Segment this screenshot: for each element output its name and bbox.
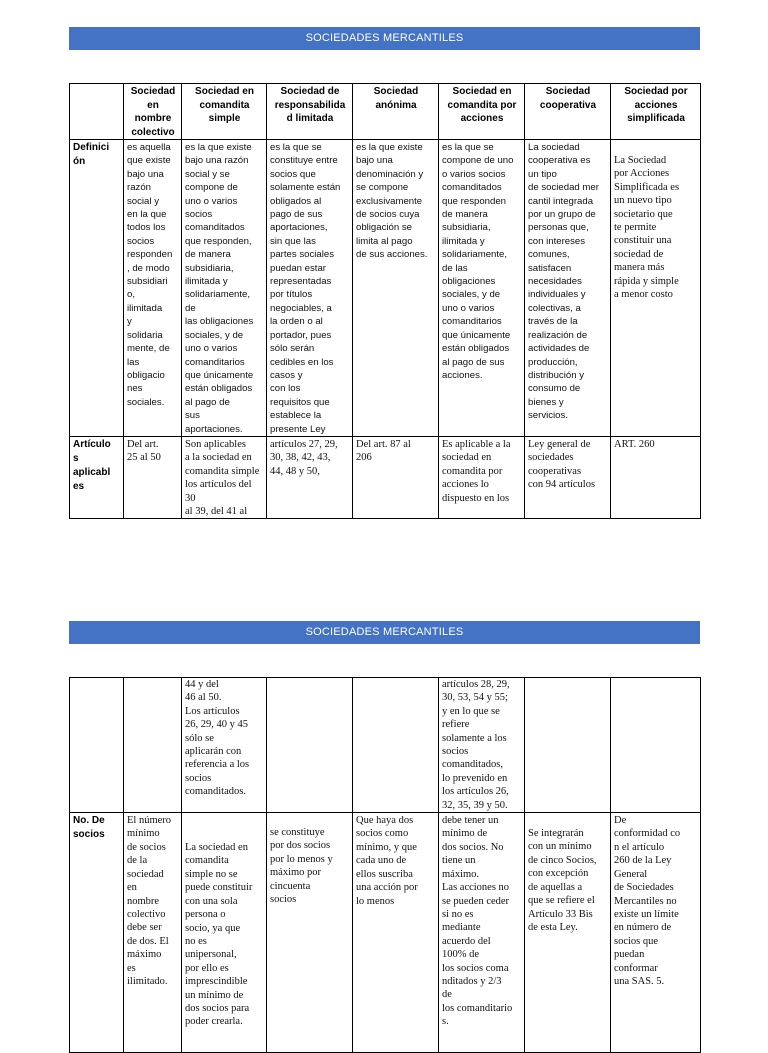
header-cooperativa: Sociedad cooperativa: [525, 84, 611, 140]
header-acciones-simplificada: Sociedad por acciones simplificada: [611, 84, 701, 140]
cell-articulos-cooperativa: Ley general de sociedades cooperativas con 94 artículos: [525, 436, 611, 518]
cell-definicion-cooperativa: La sociedad cooperativa es un tipo de sociedad mer cantil integrada por un grupo de personas que, con intereses comunes, satisfacen necesidades individuales y colectivas, a través de la realización de actividades de producción, distribución y consumo de bienes y servicios.: [525, 140, 611, 437]
header-anonima: Sociedad anónima: [353, 84, 439, 140]
header-row: [70, 84, 701, 140]
header-corner: [70, 84, 124, 140]
header-nombre-colectivo: Sociedad en nombre colectivo: [124, 84, 182, 140]
cell-definicion-comandita-simple: es la que existe bajo una razón social y se compone de uno o varios socios comanditados que responden, de manera subsidiaria, ilimitada y solidariamente, de las obligaciones sociales, y de uno o varios comanditarios que únicamente están obligados al pago de sus aportaciones.: [182, 140, 267, 437]
cell-socios-cooperativa: Se integrarán con un mínimo de cinco Socios, con excepción de aquellas a que se refiere el Artículo 33 Bis de esta Ley.: [525, 813, 611, 1053]
row-label-socios: No. De socios: [70, 813, 124, 1053]
cell-cont-sas: [611, 678, 701, 813]
page1-banner: SOCIEDADES MERCANTILES: [69, 27, 700, 50]
cell-definicion-anonima: es la que existe bajo una denominación y se compone exclusivamente de socios cuya obligación se limita al pago de sus acciones.: [353, 140, 439, 437]
table-row-definicion: [70, 140, 701, 437]
cell-cont-comandita-simple: 44 y del 46 al 50. Los artículos 26, 29, 40 y 45 sólo se aplicarán con referencia a los socios comanditados.: [182, 678, 267, 813]
header-responsabilidad-limitada: Sociedad de responsabilida d limitada: [267, 84, 353, 140]
cell-cont-label: [70, 678, 124, 813]
cell-articulos-comandita-acciones: Es aplicable a la sociedad en comandita por acciones lo dispuesto en los: [439, 436, 525, 518]
row-label-definicion: Definici ón: [70, 140, 124, 437]
cell-definicion-sas: La Sociedad por Acciones Simplificada es un nuevo tipo societario que te permite constituir una sociedad de manera más rápida y simple a menor costo: [611, 140, 701, 437]
table-row-articulos: [70, 436, 701, 518]
cell-definicion-comandita-acciones: es la que se compone de uno o varios socios comanditados que responden de manera subsidiaria, ilimitada y solidariamente, de las obligaciones sociales, y de uno o varios comanditarios que únicamente están obligados al pago de sus acciones.: [439, 140, 525, 437]
cell-articulos-colectivo: Del art. 25 al 50: [124, 436, 182, 518]
cell-definicion-colectivo: es aquella que existe bajo una razón social y en la que todos los socios responden , de modo subsidiari o, ilimitada y solidaria mente, de las obligacio nes sociales.: [124, 140, 182, 437]
page2-table: [69, 677, 701, 1053]
page1-table: [69, 83, 701, 519]
cell-articulos-sas: ART. 260: [611, 436, 701, 518]
cell-socios-anonima: Que haya dos socios como mínimo, y que cada uno de ellos suscriba una acción por lo menos: [353, 813, 439, 1053]
cell-cont-comandita-acciones: artículos 28, 29, 30, 53, 54 y 55; y en lo que se refiere solamente a los socios comanditados, lo prevenido en los artículos 26, 32, 35, 39 y 50.: [439, 678, 525, 813]
table-row-socios: [70, 813, 701, 1053]
cell-socios-colectivo: El número mínimo de socios de la sociedad en nombre colectivo debe ser de dos. El máximo es ilimitado.: [124, 813, 182, 1053]
cell-cont-cooperativa: [525, 678, 611, 813]
page2-banner: SOCIEDADES MERCANTILES: [69, 621, 700, 644]
cell-cont-anonima: [353, 678, 439, 813]
header-comandita-simple: Sociedad en comandita simple: [182, 84, 267, 140]
cell-articulos-comandita-simple: Son aplicables a la sociedad en comandita simple los artículos del 30 al 39, del 41 al: [182, 436, 267, 518]
table-row-articulos-cont: [70, 678, 701, 813]
cell-definicion-srl: es la que se constituye entre socios que solamente están obligados al pago de sus aportaciones, sin que las partes sociales puedan estar representadas por títulos negociables, a la orden o al portador, pues sólo serán cedibles en los casos y con los requisitos que establece la presente Ley: [267, 140, 353, 437]
cell-cont-srl: [267, 678, 353, 813]
cell-cont-colectivo: [124, 678, 182, 813]
cell-socios-comandita-acciones: debe tener un mínimo de dos socios. No tiene un máximo. Las acciones no se pueden ceder si no es mediante acuerdo del 100% de los socios coma nditados y 2/3 de los comanditario s.: [439, 813, 525, 1053]
row-label-articulos: Artículo s aplicabl es: [70, 436, 124, 518]
header-comandita-acciones: Sociedad en comandita por acciones: [439, 84, 525, 140]
cell-socios-srl: se constituye por dos socios por lo menos y máximo por cincuenta socios: [267, 813, 353, 1053]
cell-articulos-anonima: Del art. 87 al 206: [353, 436, 439, 518]
cell-articulos-srl: artículos 27, 29, 30, 38, 42, 43, 44, 48 y 50,: [267, 436, 353, 518]
cell-socios-comandita-simple: La sociedad en comandita simple no se puede constituir con una sola persona o socio, ya que no es unipersonal, por ello es imprescindible un mínimo de dos socios para poder crearla.: [182, 813, 267, 1053]
cell-socios-sas: De conformidad co n el artículo 260 de la Ley General de Sociedades Mercantiles no existe un límite en número de socios que puedan conformar una SAS. 5.: [611, 813, 701, 1053]
